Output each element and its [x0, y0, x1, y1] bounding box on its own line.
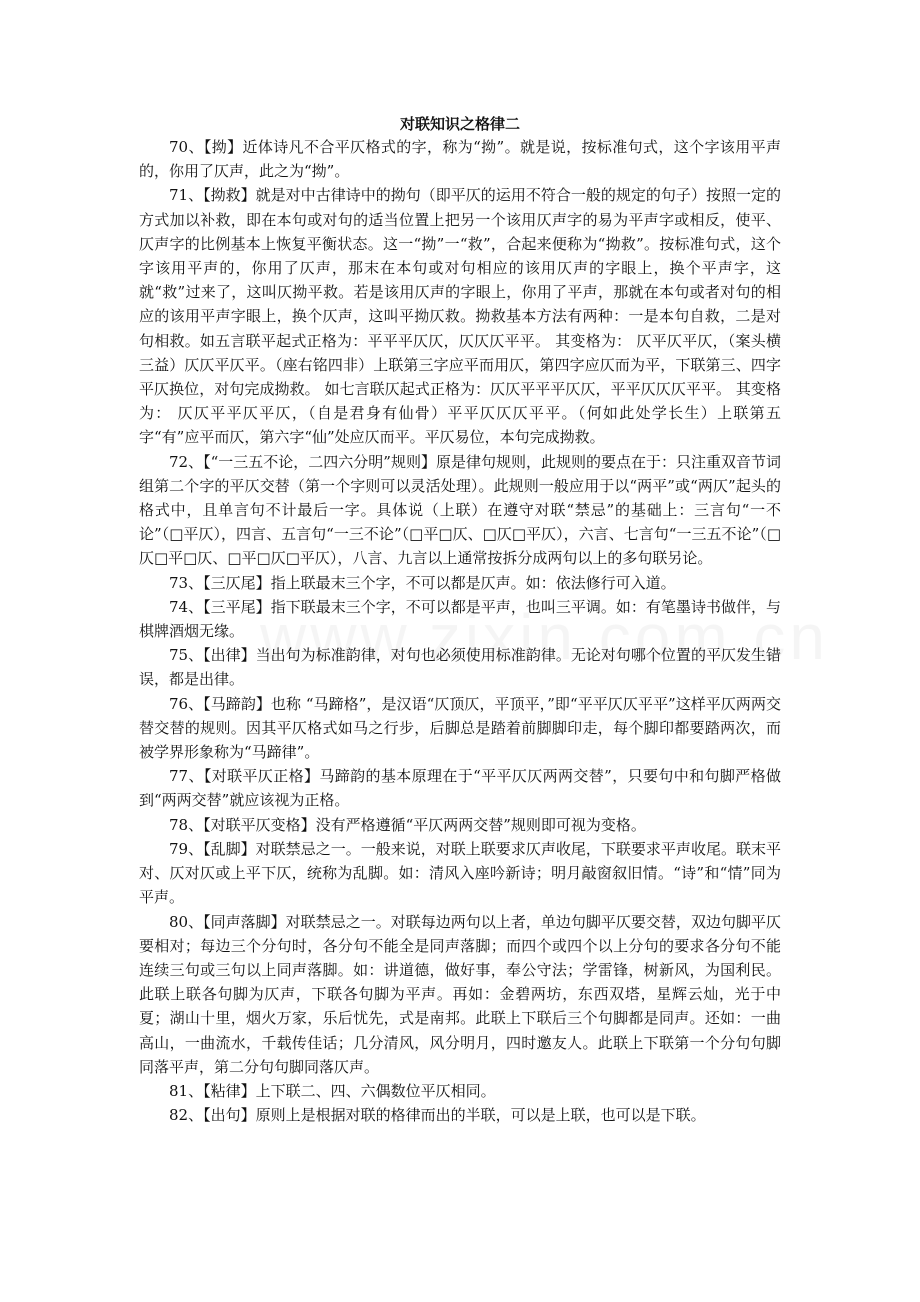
entry-82: 82、【出句】原则上是根据对联的格律而出的半联，可以是上联，也可以是下联。 — [169, 1106, 706, 1125]
document-body — [139, 135, 781, 1127]
entry-72: 72、【“一三五不论，二四六分明”规则】原是律句规则，此规则的要点在于：只注重双音节词组第二个字的平仄交替（第一个字则可以灵活处理）。此规则一般应用于以“两平”或“两仄”起头的格式中，且单言句不计最后一字。具体说（上联）在遵守对联“禁忌”的基础上：三言句“一不论”（□平仄），四言、五言句“一三不论”（□平□仄、□仄□平仄），六言、七言句“一三五不论”（□仄□平□仄、□平□仄□平仄），八言、九言以上通常按拆分成两句以上的多句联另论。 — [139, 452, 781, 568]
entry-81: 81、【粘律】上下联二、四、六偶数位平仄相同。 — [169, 1081, 496, 1100]
entry-71: 71、【拗救】就是对中古律诗中的拗句（即平仄的运用不符合一般的规定的句子）按照一定的方式加以补救，即在本句或对句的适当位置上把另一个该用仄声字的易为平声字或相反，使平、仄声字的比例基本上恢复平衡状态。这一“拗”一“救”，合起来便称为“拗救”。按标准句式，这个字该用平声的，你用了仄声，那末在本句或对句相应的该用仄声的字眼上，换个平声字，这就“救”过来了，这叫仄拗平救。若是该用仄声的字眼上，你用了平声，那就在本句或者对句的相应的该用平声字眼上，换个仄声，这叫平拗仄救。拗救基本方法有两种：一是本句自救，二是对句相救。如五言联平起式正格为：平平平仄仄，仄仄仄平平。 其变格为： 仄平仄平仄，（案头横三益）仄仄平仄平。（座右铭四非）上联第三字应平而用仄，第四字应仄而为平，下联第三、四字平仄换位，对句完成拗救。 如七言联仄起式正格为：仄仄平平平仄仄，平平仄仄仄平平。 其变格为： 仄仄平平仄平仄，（自是君身有仙骨）平平仄仄仄平平。（何如此处学长生）上联第五字“有”应平而仄，第六字“仙”处应仄而平。平仄易位，本句完成拗救。 — [139, 186, 781, 447]
entry-74: 74、【三平尾】指下联最末三个字，不可以都是平声，也叫三平调。如：有笔墨诗书做伴，与棋牌酒烟无缘。 — [139, 597, 781, 641]
entry-79: 79、【乱脚】对联禁忌之一。一般来说，对联上联要求仄声收尾，下联要求平声收尾。联末平对、仄对仄或上平下仄，统称为乱脚。如：清风入座吟新诗；明月敲窗叙旧情。“诗”和“情”同为平声。 — [139, 839, 781, 907]
entry-73: 73、【三仄尾】指上联最末三个字，不可以都是仄声。如：依法修行可入道。 — [169, 573, 676, 592]
entry-80: 80、【同声落脚】对联禁忌之一。对联每边两句以上者，单边句脚平仄要交替，双边句脚平仄要相对；每边三个分句时，各分句不能全是同声落脚；而四个或四个以上分句的要求各分句不能连续三句或三句以上同声落脚。如：讲道德，做好事，奉公守法；学雷锋，树新风，为国利民。此联上联各句脚为仄声，下联各句脚为平声。再如：金碧两坊，东西双塔，星辉云灿，光于中夏；湖山十里，烟火万家，乐后忧先，式是南邦。此联上下联后三个句脚都是同声。还如：一曲高山，一曲流水，千载传佳话；几分清风，风分明月，四时邀友人。此联上下联第一个分句句脚同落平声，第二分句句脚同落仄声。 — [139, 912, 781, 1076]
entry-77: 77、【对联平仄正格】马蹄韵的基本原理在于“平平仄仄两两交替”，只要句中和句脚严格做到“两两交替”就应该视为正格。 — [139, 767, 781, 810]
entry-76: 76、【马蹄韵】也称 “马蹄格”，是汉语“仄顶仄，平顶平，”即“平平仄仄平平”这样平仄两两交替交替的规则。因其平仄格式如马之行步，后脚总是踏着前脚脚印走，每个脚印都要踏两次，而被学界形象称为“马蹄律”。 — [139, 694, 781, 762]
entry-70: 70、【拗】近体诗凡不合平仄格式的字，称为“拗”。就是说，按标准句式，这个字该用平声的，你用了仄声，此之为“拗”。 — [139, 138, 781, 181]
document-title: 对联知识之格律二 — [399, 115, 520, 133]
entry-75: 75、【出律】当出句为标准韵律，对句也必须使用标准韵律。无论对句哪个位置的平仄发生错误，都是出律。 — [139, 646, 781, 689]
entry-78: 78、【对联平仄变格】没有严格遵循“平仄两两交替”规则即可视为变格。 — [169, 815, 646, 834]
